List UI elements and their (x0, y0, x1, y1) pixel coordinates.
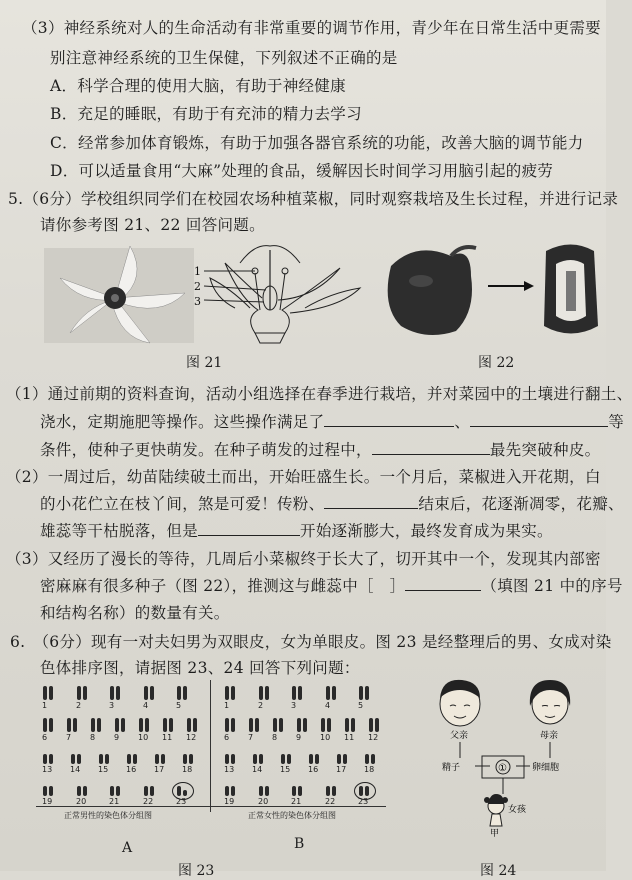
chromosome-pair (40, 716, 60, 744)
q5-part3-line1: （3）又经历了漫长的等待，几周后小菜椒终于长大了，切开其中一个，发现其内部密 (6, 550, 601, 568)
karyotype-label-a: A (122, 840, 133, 856)
chromosome-number: 5 (358, 701, 364, 710)
q5-part2-text-b: 结束后，花逐渐凋零，花瓣、 (418, 495, 624, 513)
sperm-label: 精子 (442, 763, 461, 773)
flower-photo (44, 246, 194, 343)
q5-intro-line2: 请你参考图 21、22 回答问题。 (40, 216, 265, 234)
chromosome-pair (96, 748, 116, 776)
q3-stem-line1: （3）神经系统对人的生命活动有非常重要的调节作用，青少年在日常生活中更需要 (22, 19, 601, 37)
chromosome-number: 1 (42, 701, 48, 710)
girl-portrait (484, 794, 508, 826)
q5-part2-line3 (40, 519, 553, 541)
chromosome-number: 11 (344, 733, 355, 742)
q3-option-c: C．经常参加体育锻炼，有助于加强各器官系统的功能，改善大脑的调节能力 (50, 134, 584, 152)
q6-intro-line1: 6. （6分）现有一对夫妇男为双眼皮，女为单眼皮。图 23 是经整理后的男、女成对染 (10, 633, 612, 651)
panel-divider (210, 680, 211, 812)
chromosome-pair (222, 748, 242, 776)
chromosome-number: 9 (114, 733, 120, 742)
chromosome-pair (306, 748, 326, 776)
chromosome-pair (174, 780, 194, 808)
chromosome-pair (40, 780, 60, 808)
fig21-label-2: 2 (194, 280, 201, 293)
karyotype-male-panel (36, 680, 204, 810)
chromosome-pair (323, 780, 343, 808)
q5-part2-text-d: 开始逐渐膨大，最终发育成为果实。 (300, 522, 553, 540)
chromosome-pair (40, 748, 60, 776)
chromosome-number: 13 (42, 765, 53, 774)
father-label: 父亲 (450, 731, 469, 741)
chromosome-pair (270, 716, 290, 744)
chromosome-number: 17 (336, 765, 347, 774)
chromosome-pair (323, 684, 343, 712)
q3-option-d: D．可以适量食用“大麻”处理的食品，缓解因长时间学习用脑引起的疲劳 (50, 162, 554, 180)
chromosome-number: 16 (308, 765, 319, 774)
chromosome-number: 8 (90, 733, 96, 742)
q5-part1-text-e: 最先突破种皮。 (489, 441, 601, 459)
chromosome-number: 12 (186, 733, 197, 742)
karyotype-female-title: 正常女性的染色体分组图 (248, 811, 336, 820)
chromosome-number: 11 (162, 733, 173, 742)
figure-22-pepper (376, 236, 602, 344)
answer-blank-3[interactable] (405, 575, 481, 592)
chromosome-number: 4 (143, 701, 149, 710)
chromosome-pair (334, 748, 354, 776)
chromosome-number: 1 (224, 701, 230, 710)
chromosome-number: 18 (364, 765, 375, 774)
jia-label: 甲 (490, 829, 500, 839)
mother-portrait (530, 680, 570, 724)
q5-part1-text-a: 浇水，定期施肥等操作。这些操作满足了 (40, 413, 325, 431)
chromosome-pair (294, 716, 314, 744)
fig21-caption: 图 21 (186, 355, 223, 371)
chromosome-pair (141, 780, 161, 808)
arrow-icon (488, 281, 534, 291)
baseline-rule (36, 806, 386, 807)
figure-24-inheritance (420, 676, 600, 839)
chromosome-pair (222, 716, 242, 744)
chromosome-pair (74, 684, 94, 712)
chromosome-number: 10 (320, 733, 331, 742)
chromosome-pair (88, 716, 108, 744)
cut-pepper-photo (544, 245, 598, 334)
chromosome-pair (112, 716, 132, 744)
chromosome-number: 20 (258, 797, 269, 806)
chromosome-pair (136, 716, 156, 744)
egg-label: 卵细胞 (532, 763, 560, 773)
q5-part1-text-d: 条件，使种子更快萌发。在种子萌发的过程中， (40, 441, 372, 459)
chromosome-number: 7 (248, 733, 254, 742)
q5-part1-line3 (40, 438, 600, 460)
chromosome-pair (356, 780, 376, 808)
q5-intro-line1: 5.（6分）学校组织同学们在校园农场种植菜椒，同时观察栽培及生长过程，并进行记录 (8, 190, 619, 208)
chromosome-number: 2 (258, 701, 264, 710)
mother-label: 母亲 (540, 731, 559, 741)
chromosome-number: 3 (291, 701, 297, 710)
answer-blank-1c[interactable] (372, 439, 490, 456)
q3-option-b: B．充足的睡眠，有助于有充沛的精力去学习 (50, 105, 362, 123)
chromosome-pair (362, 748, 382, 776)
chromosome-number: 15 (98, 765, 109, 774)
chromosome-number: 19 (42, 797, 53, 806)
q5-part1-line2 (40, 410, 624, 432)
chromosome-number: 21 (291, 797, 302, 806)
chromosome-number: 23 (358, 797, 369, 806)
fig24-caption: 图 24 (480, 863, 517, 879)
chromosome-pair (174, 684, 194, 712)
chromosome-number: 9 (296, 733, 302, 742)
chromosome-pair (278, 748, 298, 776)
q5-part3-text-b: （填图 21 中的序号 (481, 577, 623, 595)
chromosome-pair (40, 684, 60, 712)
figure-23-karyotypes (36, 680, 406, 830)
q5-part1-line1: （1）通过前期的资料查询，活动小组选择在春季进行栽培，并对菜园中的土壤进行翻土、 (6, 385, 632, 403)
whole-pepper-photo (388, 247, 476, 335)
chromosome-pair (160, 716, 180, 744)
q5-part2-line1: （2）一周过后，幼苗陆续破土而出，开始旺盛生长。一个月后，菜椒进入开花期，白 (6, 468, 601, 486)
chromosome-number: 4 (325, 701, 331, 710)
chromosome-pair (107, 684, 127, 712)
answer-blank-2b[interactable] (198, 520, 300, 537)
chromosome-pair (250, 748, 270, 776)
chromosome-pair (366, 716, 386, 744)
girl-label: 女孩 (508, 805, 527, 815)
chromosome-pair (184, 716, 204, 744)
chromosome-pair (256, 780, 276, 808)
chromosome-number: 22 (143, 797, 154, 806)
chromosome-number: 17 (154, 765, 165, 774)
answer-blank-2a[interactable] (324, 493, 418, 510)
chromosome-pair (64, 716, 84, 744)
chromosome-pair (68, 748, 88, 776)
chromosome-number: 18 (182, 765, 193, 774)
flower-section-diagram (204, 246, 360, 343)
fig21-label-1: 1 (194, 265, 201, 278)
chromosome-pair (222, 684, 242, 712)
chromosome-pair (222, 780, 242, 808)
q5-part2-text-c: 雄蕊等干枯脱落，但是 (40, 522, 199, 540)
chromosome-number: 22 (325, 797, 336, 806)
chromosome-number: 21 (109, 797, 120, 806)
q5-part3-text-a: 密麻麻有很多种子（图 22），推测这与雌蕊中［ ］ (40, 577, 406, 595)
chromosome-pair (107, 780, 127, 808)
chromosome-number: 7 (66, 733, 72, 742)
q5-part3-line3: 和结构名称）的数量有关。 (40, 604, 230, 622)
chromosome-pair (124, 748, 144, 776)
chromosome-number: 8 (272, 733, 278, 742)
chromosome-number: 3 (109, 701, 115, 710)
step-1-label: ① (498, 763, 507, 774)
chromosome-number: 14 (252, 765, 263, 774)
q3-stem-line2: 别注意神经系统的卫生保健，下列叙述不正确的是 (50, 49, 398, 67)
chromosome-number: 2 (76, 701, 82, 710)
answer-blank-1b[interactable] (470, 411, 608, 428)
chromosome-pair (318, 716, 338, 744)
fig22-caption: 图 22 (478, 355, 515, 371)
chromosome-number: 13 (224, 765, 235, 774)
father-portrait (440, 680, 480, 726)
chromosome-number: 5 (176, 701, 182, 710)
chromosome-pair (152, 748, 172, 776)
chromosome-number: 14 (70, 765, 81, 774)
q5-part1-text-b: 、 (454, 413, 471, 431)
q5-part1-text-c: 等 (608, 413, 625, 431)
karyotype-female-panel (218, 680, 386, 810)
chromosome-number: 15 (280, 765, 291, 774)
answer-blank-1a[interactable] (324, 411, 454, 428)
fig21-label-3: 3 (194, 295, 201, 308)
q5-part2-text-a: 的小花伫立在枝丫间，煞是可爱！传粉、 (40, 495, 325, 513)
karyotype-male-title: 正常男性的染色体分组图 (64, 811, 152, 820)
chromosome-number: 20 (76, 797, 87, 806)
chromosome-number: 6 (42, 733, 48, 742)
q6-intro-line2: 色体排序图，请据图 23、24 回答下列问题： (40, 659, 360, 677)
chromosome-number: 10 (138, 733, 149, 742)
chromosome-number: 6 (224, 733, 230, 742)
karyotype-label-b: B (294, 836, 305, 852)
chromosome-pair (289, 684, 309, 712)
q5-part2-line2 (40, 492, 624, 514)
chromosome-number: 16 (126, 765, 137, 774)
chromosome-pair (74, 780, 94, 808)
chromosome-pair (289, 780, 309, 808)
chromosome-number: 23 (176, 797, 187, 806)
chromosome-pair (356, 684, 376, 712)
chromosome-pair (246, 716, 266, 744)
chromosome-pair (180, 748, 200, 776)
chromosome-number: 12 (368, 733, 379, 742)
chromosome-pair (256, 684, 276, 712)
q3-option-a: A．科学合理的使用大脑，有助于神经健康 (50, 77, 346, 95)
chromosome-pair (141, 684, 161, 712)
q5-part3-line2 (40, 574, 623, 596)
fig23-caption: 图 23 (178, 863, 215, 879)
chromosome-number: 19 (224, 797, 235, 806)
figure-21-flower (40, 238, 370, 348)
chromosome-pair (342, 716, 362, 744)
